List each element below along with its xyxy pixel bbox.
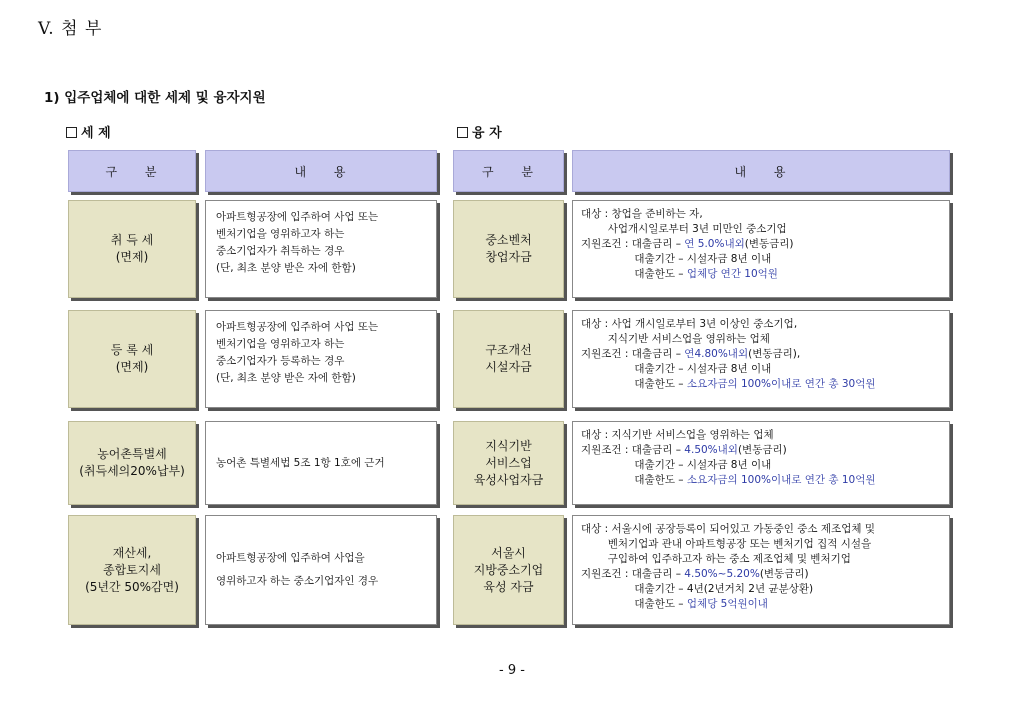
tax-header-category: 구 분 [68,150,196,192]
loan-row-label: 서울시 지방중소기업 육성 자금 [453,515,564,625]
tax-row-label: 취 득 세 (면제) [68,200,196,298]
checkbox-square-icon [457,127,468,138]
content-text: 대출한도 – [581,268,687,280]
content-text: 소요자금의 100%이내로 연간 총 30억원 [686,378,876,390]
content-text: 구입하여 입주하고자 하는 중소 제조업체 및 벤처기업 [581,553,851,565]
content-text: 대상 : 창업을 준비하는 자, [581,208,703,220]
tax-row-content: 아파트형공장에 입주하여 사업을 영위하고자 하는 중소기업자인 경우 [205,515,437,625]
content-text: (변동금리), [748,348,801,360]
loan-row-label: 중소벤처 창업자금 [453,200,564,298]
content-text: 업체당 5억원이내 [686,598,768,610]
loan-row-content [572,200,950,298]
tax-row-content: 아파트형공장에 입주하여 사업 또는 벤처기업을 영위하고자 하는 중소기업자가 등록하는 경우 (단, 최초 분양 받은 자에 한함) [205,310,437,408]
loan-header-category: 구 분 [453,150,564,192]
content-text: 대상 : 사업 개시일로부터 3년 이상인 중소기업, [581,318,798,330]
content-text: 지식기반 서비스업을 영위하는 업체 [581,333,770,345]
loan-row-content [572,515,950,625]
tax-row-label: 등 록 세 (면제) [68,310,196,408]
loan-row-content [572,421,950,505]
section-title: V. 첨 부 [38,19,103,39]
tax-row-content: 농어촌 특별세법 5조 1항 1호에 근거 [205,421,437,505]
content-text: 업체당 연간 10억원 [686,268,778,280]
content-text: (변동금리) [744,238,794,250]
loan-row-content [572,310,950,408]
page-number: - 9 - [499,663,525,678]
page-subtitle: 1) 입주업체에 대한 세제 및 융자지원 [44,90,266,106]
content-text: 지원조건 : 대출금리 – [581,444,685,456]
loan-header-content: 내 용 [572,150,950,192]
content-text: 지원조건 : 대출금리 – [581,238,685,250]
tax-row-content: 아파트형공장에 입주하여 사업 또는 벤처기업을 영위하고자 하는 중소기업자가 취득하는 경우 (단, 최초 분양 받은 자에 한함) [205,200,437,298]
loan-box-label: 융 자 [457,122,502,141]
content-text: 소요자금의 100%이내로 연간 총 10억원 [686,474,876,486]
content-text: 사업개시일로부터 3년 미만인 중소기업 [581,223,787,235]
content-text: 대출기간 – 4년(2년거치 2년 균분상환) [581,583,814,595]
content-text: 연4.80%내외 [684,348,749,360]
loan-row-label: 지식기반 서비스업 육성사업자금 [453,421,564,505]
content-text: 대출한도 – [581,598,687,610]
content-text: (변동금리) [759,568,809,580]
content-text: 지원조건 : 대출금리 – [581,348,685,360]
content-text: 대출한도 – [581,378,687,390]
content-text: 대상 : 지식기반 서비스업을 영위하는 업체 [581,429,774,441]
content-text: 대출한도 – [581,474,687,486]
tax-row-label: 농어촌특별세 (취득세의20%납부) [68,421,196,505]
content-text: 대출기간 – 시설자금 8년 이내 [581,363,772,375]
content-text: 대출기간 – 시설자금 8년 이내 [581,253,772,265]
content-text: 4.50%내외 [684,444,738,456]
checkbox-square-icon [66,127,77,138]
tax-box-label: 세 제 [66,122,111,141]
content-text: 대출기간 – 시설자금 8년 이내 [581,459,772,471]
content-text: 지원조건 : 대출금리 – [581,568,685,580]
tax-row-label: 재산세, 종합토지세 (5년간 50%감면) [68,515,196,625]
tax-header-content: 내 용 [205,150,437,192]
content-text: 4.50%~5.20% [684,568,760,580]
content-text: 연 5.0%내외 [684,238,745,250]
content-text: (변동금리) [737,444,787,456]
content-text: 대상 : 서울시에 공장등록이 되어있고 가동중인 중소 제조업체 및 [581,523,875,535]
loan-row-label: 구조개선 시설자금 [453,310,564,408]
content-text: 벤처기업과 관내 아파트형공장 또는 벤처기업 집적 시설을 [581,538,872,550]
